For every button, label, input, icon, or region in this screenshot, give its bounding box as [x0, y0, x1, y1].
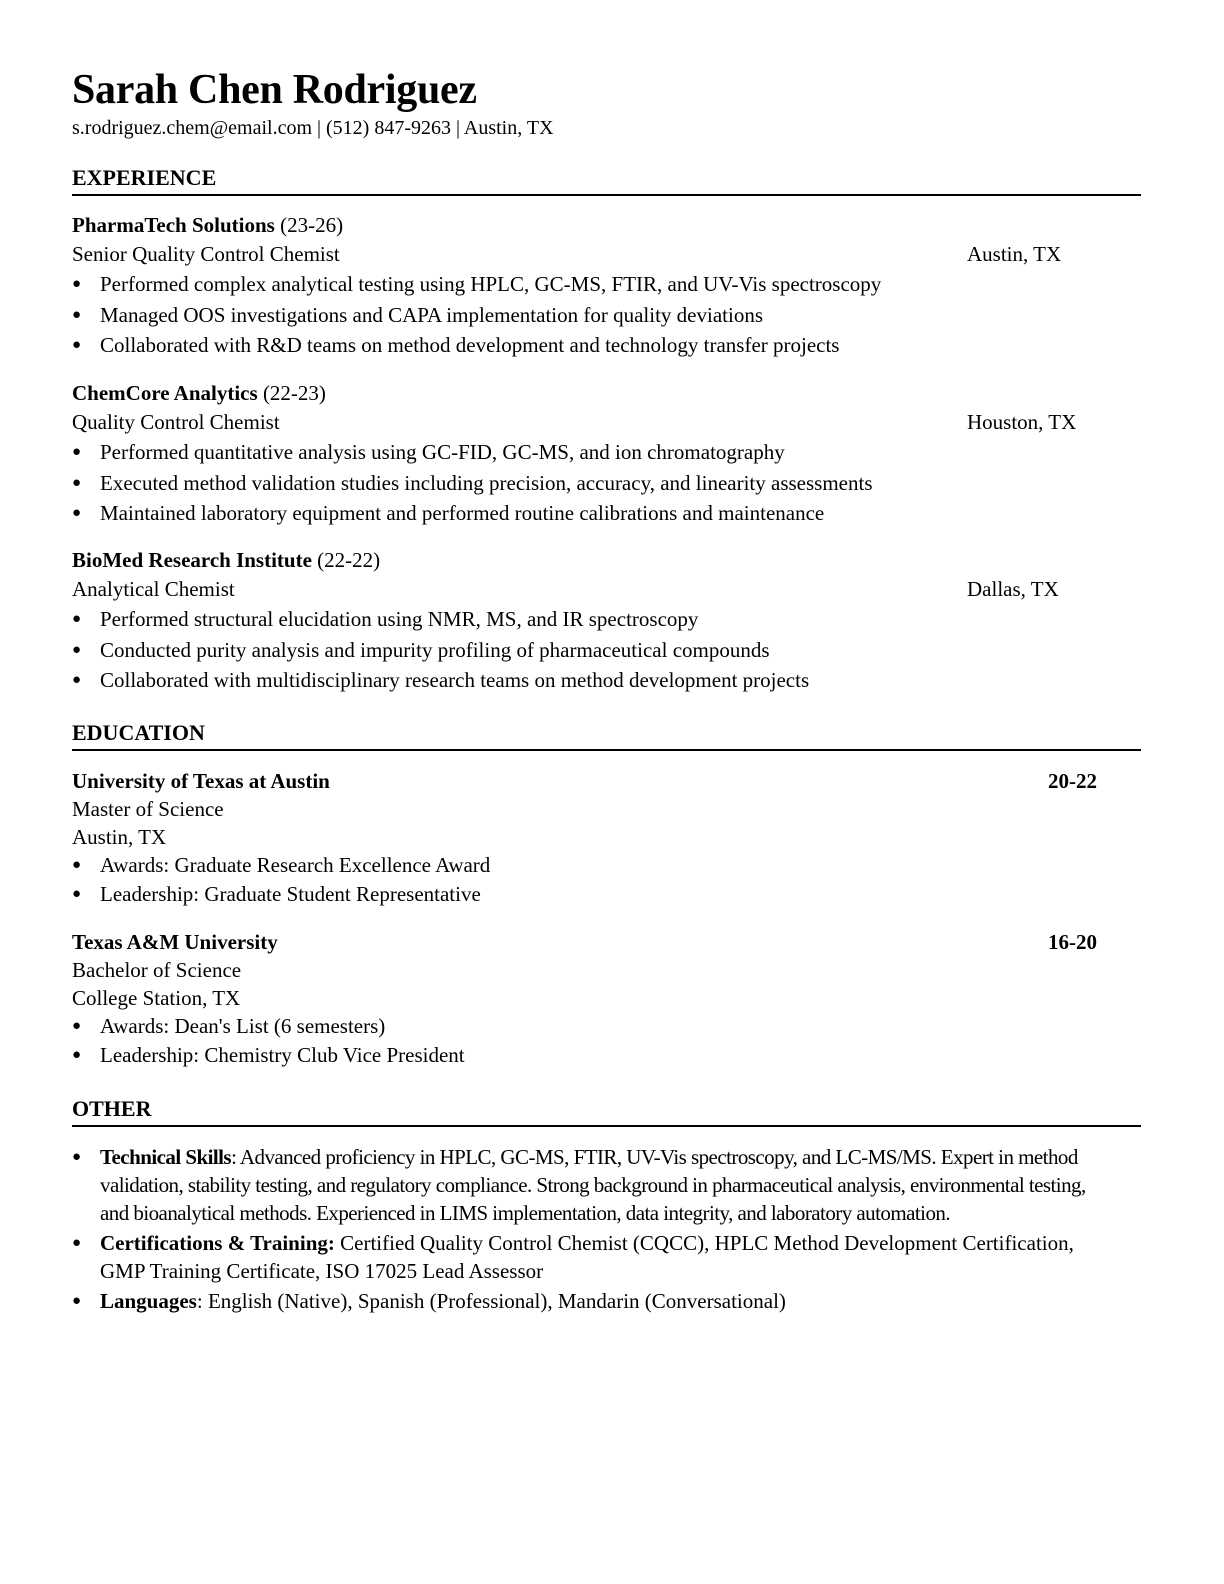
bullet-text: Performed complex analytical testing using HPLC, GC-MS, FTIR, and UV-Vis spectroscopy — [100, 272, 882, 296]
bullet-item — [72, 437, 1141, 468]
bullet-item — [72, 1041, 1141, 1070]
bullet-item — [72, 300, 1141, 331]
job-title: Senior Quality Control Chemist — [72, 242, 340, 266]
other-list — [72, 1143, 1141, 1315]
education-dates: 20-22 — [1048, 769, 1097, 793]
experience-entry — [72, 379, 1141, 529]
entry-header — [72, 379, 1141, 408]
bullet-icon: ● — [72, 857, 82, 873]
company-name: PharmaTech Solutions — [72, 213, 275, 237]
job-title: Analytical Chemist — [72, 577, 235, 601]
bullet-icon: ● — [72, 1293, 82, 1309]
entry-header — [72, 546, 1141, 575]
bullet-text: Performed structural elucidation using NMR, MS, and IR spectroscopy — [100, 607, 699, 631]
bullet-icon: ● — [72, 886, 82, 902]
experience-entry — [72, 211, 1141, 361]
bullet-icon: ● — [72, 306, 82, 323]
other-item-languages — [72, 1287, 1110, 1315]
section-heading-experience: EXPERIENCE — [72, 165, 1141, 196]
employment-dates: (22-22) — [311, 548, 381, 572]
bullet-item — [72, 635, 1141, 666]
contact-line: s.rodriguez.chem@email.com | (512) 847-9263 | Austin, TX — [72, 117, 554, 139]
education-entry — [72, 928, 1141, 1070]
entry-header — [72, 928, 1141, 956]
bullet-text: Collaborated with multidisciplinary research teams on method development projects — [100, 668, 810, 692]
entry-header — [72, 211, 1141, 240]
bullet-icon: ● — [72, 337, 82, 353]
job-title: Quality Control Chemist — [72, 410, 280, 434]
bullet-icon: ● — [72, 672, 82, 688]
bullet-icon: ● — [72, 1149, 81, 1165]
entry-subheader — [72, 575, 1141, 604]
item-text: : Advanced proficiency in HPLC, GC-MS, FTIR, UV-Vis spectroscopy, and LC-MS/MS. Expert in method validation, stability testing, and regulatory compliance. Strong background in pharmaceutical analysis, environmental testing, and bioanalytical methods. Experienced in LIMS implementation, data integrity, and laboratory automation. — [100, 1145, 1086, 1225]
school-name: Texas A&M University — [72, 930, 278, 954]
school-location: College Station, TX — [72, 986, 241, 1010]
bullet-item — [72, 851, 1141, 880]
section-heading-other: OTHER — [72, 1096, 1141, 1127]
bullet-item — [72, 880, 1141, 909]
bullet-text: Managed OOS investigations and CAPA implementation for quality deviations — [100, 302, 763, 327]
bullet-text: Performed quantitative analysis using GC-FID, GC-MS, and ion chromatography — [100, 440, 785, 464]
bullet-icon: ● — [72, 276, 82, 292]
degree: Master of Science — [72, 797, 224, 821]
job-location: Houston, TX — [967, 410, 1077, 434]
bullet-icon: ● — [72, 505, 82, 521]
other-item-certifications — [72, 1229, 1110, 1285]
bullet-item — [72, 468, 1141, 499]
experience-entry — [72, 546, 1141, 696]
bullet-item — [72, 1012, 1141, 1041]
job-location: Austin, TX — [967, 242, 1062, 266]
school-location: Austin, TX — [72, 825, 167, 849]
company-name: ChemCore Analytics — [72, 381, 258, 405]
bullet-icon: ● — [72, 1235, 82, 1251]
bullet-icon: ● — [72, 611, 82, 627]
bullet-text: Awards: Graduate Research Excellence Award — [100, 853, 491, 877]
education-dates: 16-20 — [1048, 930, 1097, 954]
education-entry — [72, 767, 1141, 909]
entry-subheader — [72, 408, 1141, 437]
bullet-text: Executed method validation studies including precision, accuracy, and linearity assessments — [100, 470, 873, 495]
bullet-text: Leadership: Chemistry Club Vice President — [100, 1043, 465, 1067]
school-name: University of Texas at Austin — [72, 769, 330, 793]
bullet-item — [72, 498, 1141, 529]
section-heading-education: EDUCATION — [72, 720, 1141, 751]
entry-header — [72, 767, 1141, 795]
bullet-text: Conducted purity analysis and impurity profiling of pharmaceutical compounds — [100, 637, 770, 662]
bullet-text: Awards: Dean's List (6 semesters) — [100, 1014, 386, 1038]
bullet-item — [72, 269, 1141, 300]
degree: Bachelor of Science — [72, 958, 242, 982]
bullet-icon: ● — [72, 444, 82, 460]
item-label: Languages — [100, 1289, 197, 1313]
employment-dates: (22-23) — [257, 381, 326, 405]
bullet-text: Maintained laboratory equipment and performed routine calibrations and maintenance — [100, 501, 825, 525]
bullet-item — [72, 604, 1141, 635]
item-text: Certified Quality Control Chemist (CQCC), HPLC Method Development Certification, GMP Training Certificate, ISO 17025 Lead Assessor — [100, 1231, 1074, 1283]
employment-dates: (23-26) — [274, 213, 344, 237]
company-name: BioMed Research Institute — [72, 548, 312, 572]
item-label: Technical Skills — [100, 1145, 232, 1169]
bullet-icon: ● — [72, 474, 82, 491]
other-item-technical-skills — [72, 1143, 1110, 1227]
job-location: Dallas, TX — [967, 577, 1059, 601]
bullet-text: Collaborated with R&D teams on method development and technology transfer projects — [100, 333, 840, 357]
item-label: Certifications & Training: — [100, 1231, 335, 1255]
bullet-item — [72, 665, 1141, 696]
candidate-name: Sarah Chen Rodriguez — [72, 67, 477, 113]
bullet-icon: ● — [72, 1018, 82, 1034]
item-text: : English (Native), Spanish (Professional), Mandarin (Conversational) — [196, 1289, 786, 1313]
bullet-text: Leadership: Graduate Student Representative — [100, 882, 481, 906]
entry-subheader — [72, 240, 1141, 269]
bullet-icon: ● — [72, 641, 82, 658]
bullet-item — [72, 330, 1141, 361]
bullet-icon: ● — [72, 1047, 82, 1063]
